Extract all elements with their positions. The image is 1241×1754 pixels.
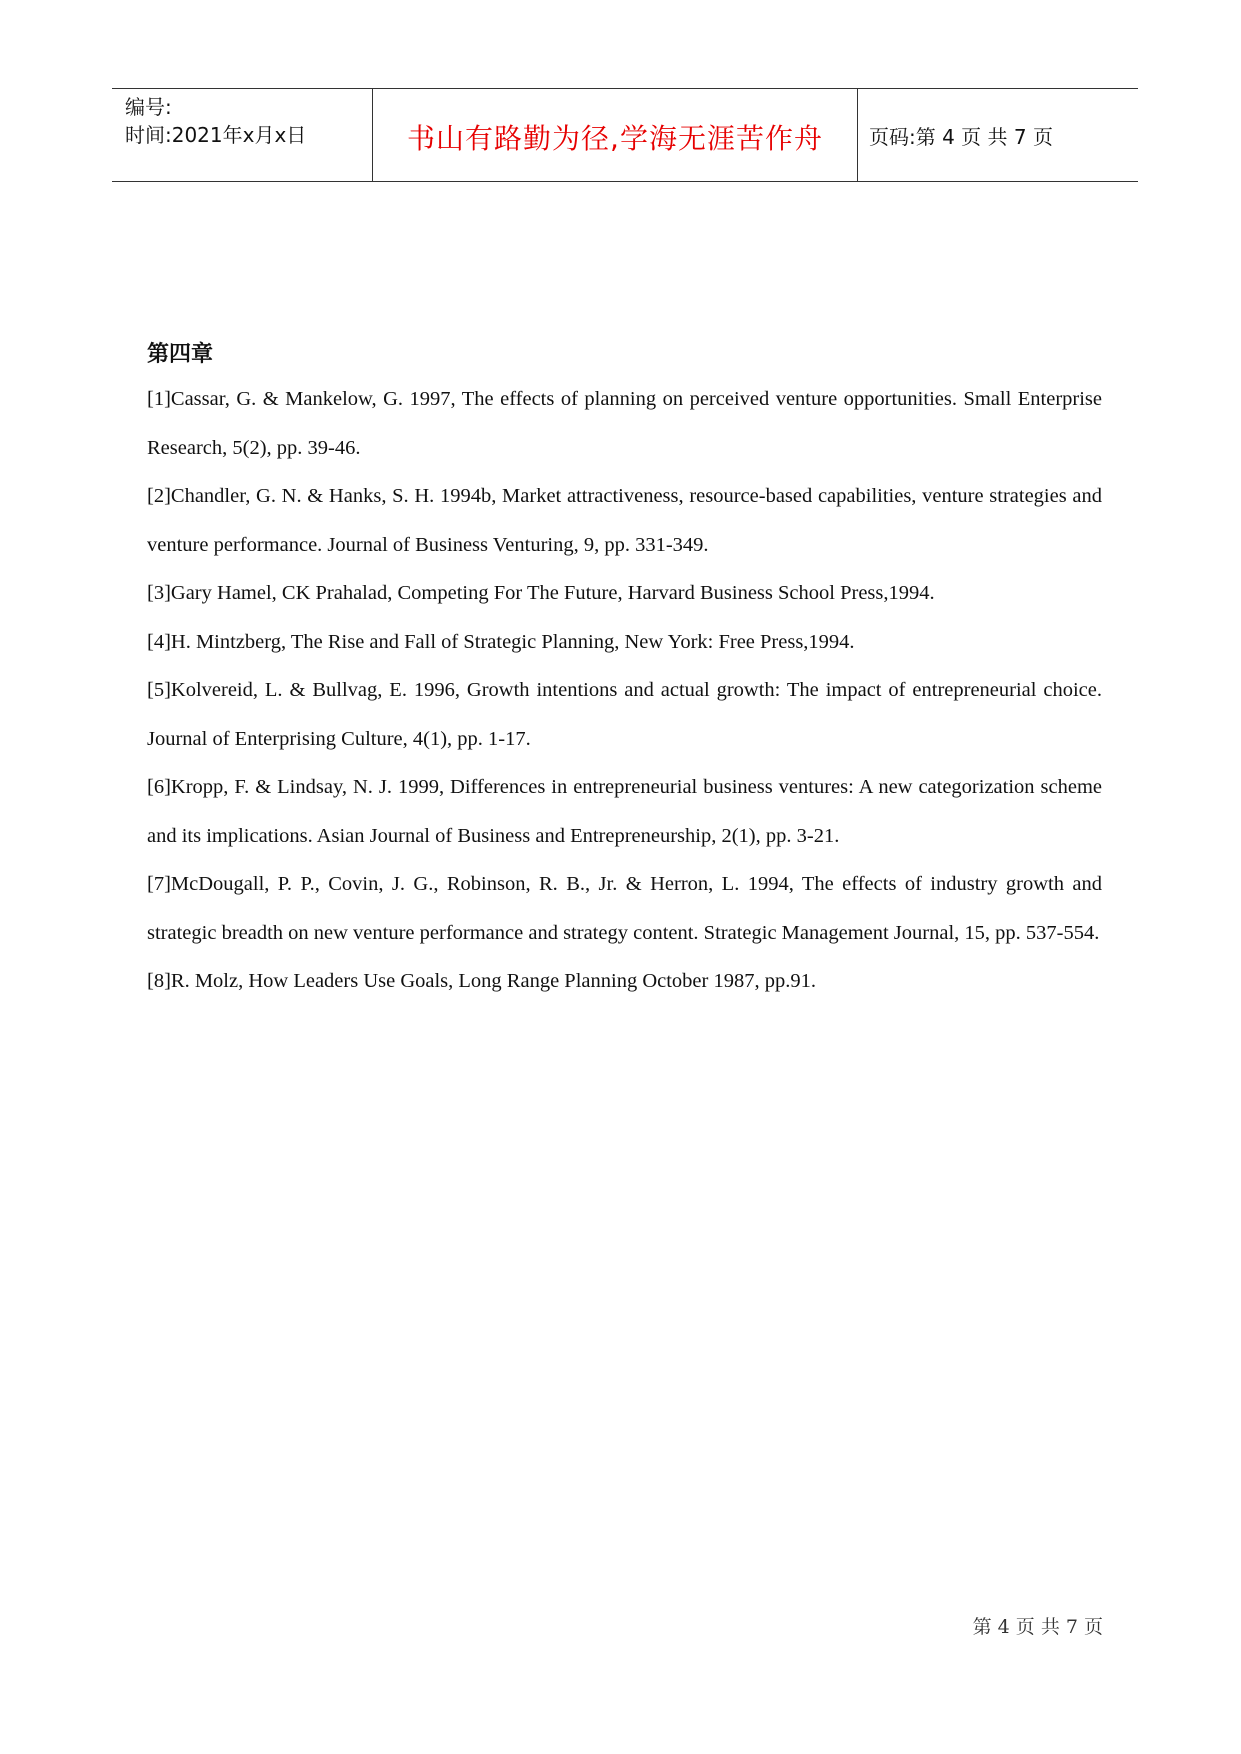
header-page-indicator: 页码:第 4 页 共 7 页 xyxy=(869,124,1053,149)
header-meta-cell xyxy=(112,89,373,181)
reference-item: [1]Cassar, G. & Mankelow, G. 1997, The effects of planning on perceived venture opportunities. Small Enterprise Research, 5(2), pp. 39-46. xyxy=(147,388,1102,459)
reference-item: [2]Chandler, G. N. & Hanks, S. H. 1994b, Market attractiveness, resource-based capabilities, venture strategies and venture performance. Journal of Business Venturing, 9, pp. 331-349. xyxy=(147,485,1102,556)
page-footer: 第 4 页 共 7 页 xyxy=(972,1616,1103,1638)
reference-item: [6]Kropp, F. & Lindsay, N. J. 1999, Differences in entrepreneurial business ventures: A new categorization scheme and its implications. Asian Journal of Business and Entrepreneurship, 2(1), pp. 3-21. xyxy=(147,776,1102,847)
document-date-label: 时间:2021年x月x日 xyxy=(125,123,307,147)
document-header xyxy=(112,88,1138,182)
document-body xyxy=(147,335,1102,1006)
document-number-label: 编号: xyxy=(125,95,172,119)
reference-item: [5]Kolvereid, L. & Bullvag, E. 1996, Growth intentions and actual growth: The impact of entrepreneurial choice. Journal of Enterprising Culture, 4(1), pp. 1-17. xyxy=(147,679,1102,750)
reference-list xyxy=(147,375,1102,1006)
chapter-title: 第四章 xyxy=(147,342,214,367)
reference-item: [8]R. Molz, How Leaders Use Goals, Long Range Planning October 1987, pp.91. xyxy=(147,970,816,992)
reference-item: [7]McDougall, P. P., Covin, J. G., Robinson, R. B., Jr. & Herron, L. 1994, The effects of industry growth and strategic breadth on new venture performance and strategy content. Strategic Management Journal, 15, pp. 537-554. xyxy=(147,873,1102,944)
reference-item: [3]Gary Hamel, CK Prahalad, Competing For The Future, Harvard Business School Press,1994. xyxy=(147,582,935,604)
header-page-cell xyxy=(858,89,1138,181)
reference-item: [4]H. Mintzberg, The Rise and Fall of Strategic Planning, New York: Free Press,1994. xyxy=(147,630,855,653)
header-motto-cell xyxy=(373,89,858,181)
header-motto: 书山有路勤为径,学海无涯苦作舟 xyxy=(407,122,823,155)
